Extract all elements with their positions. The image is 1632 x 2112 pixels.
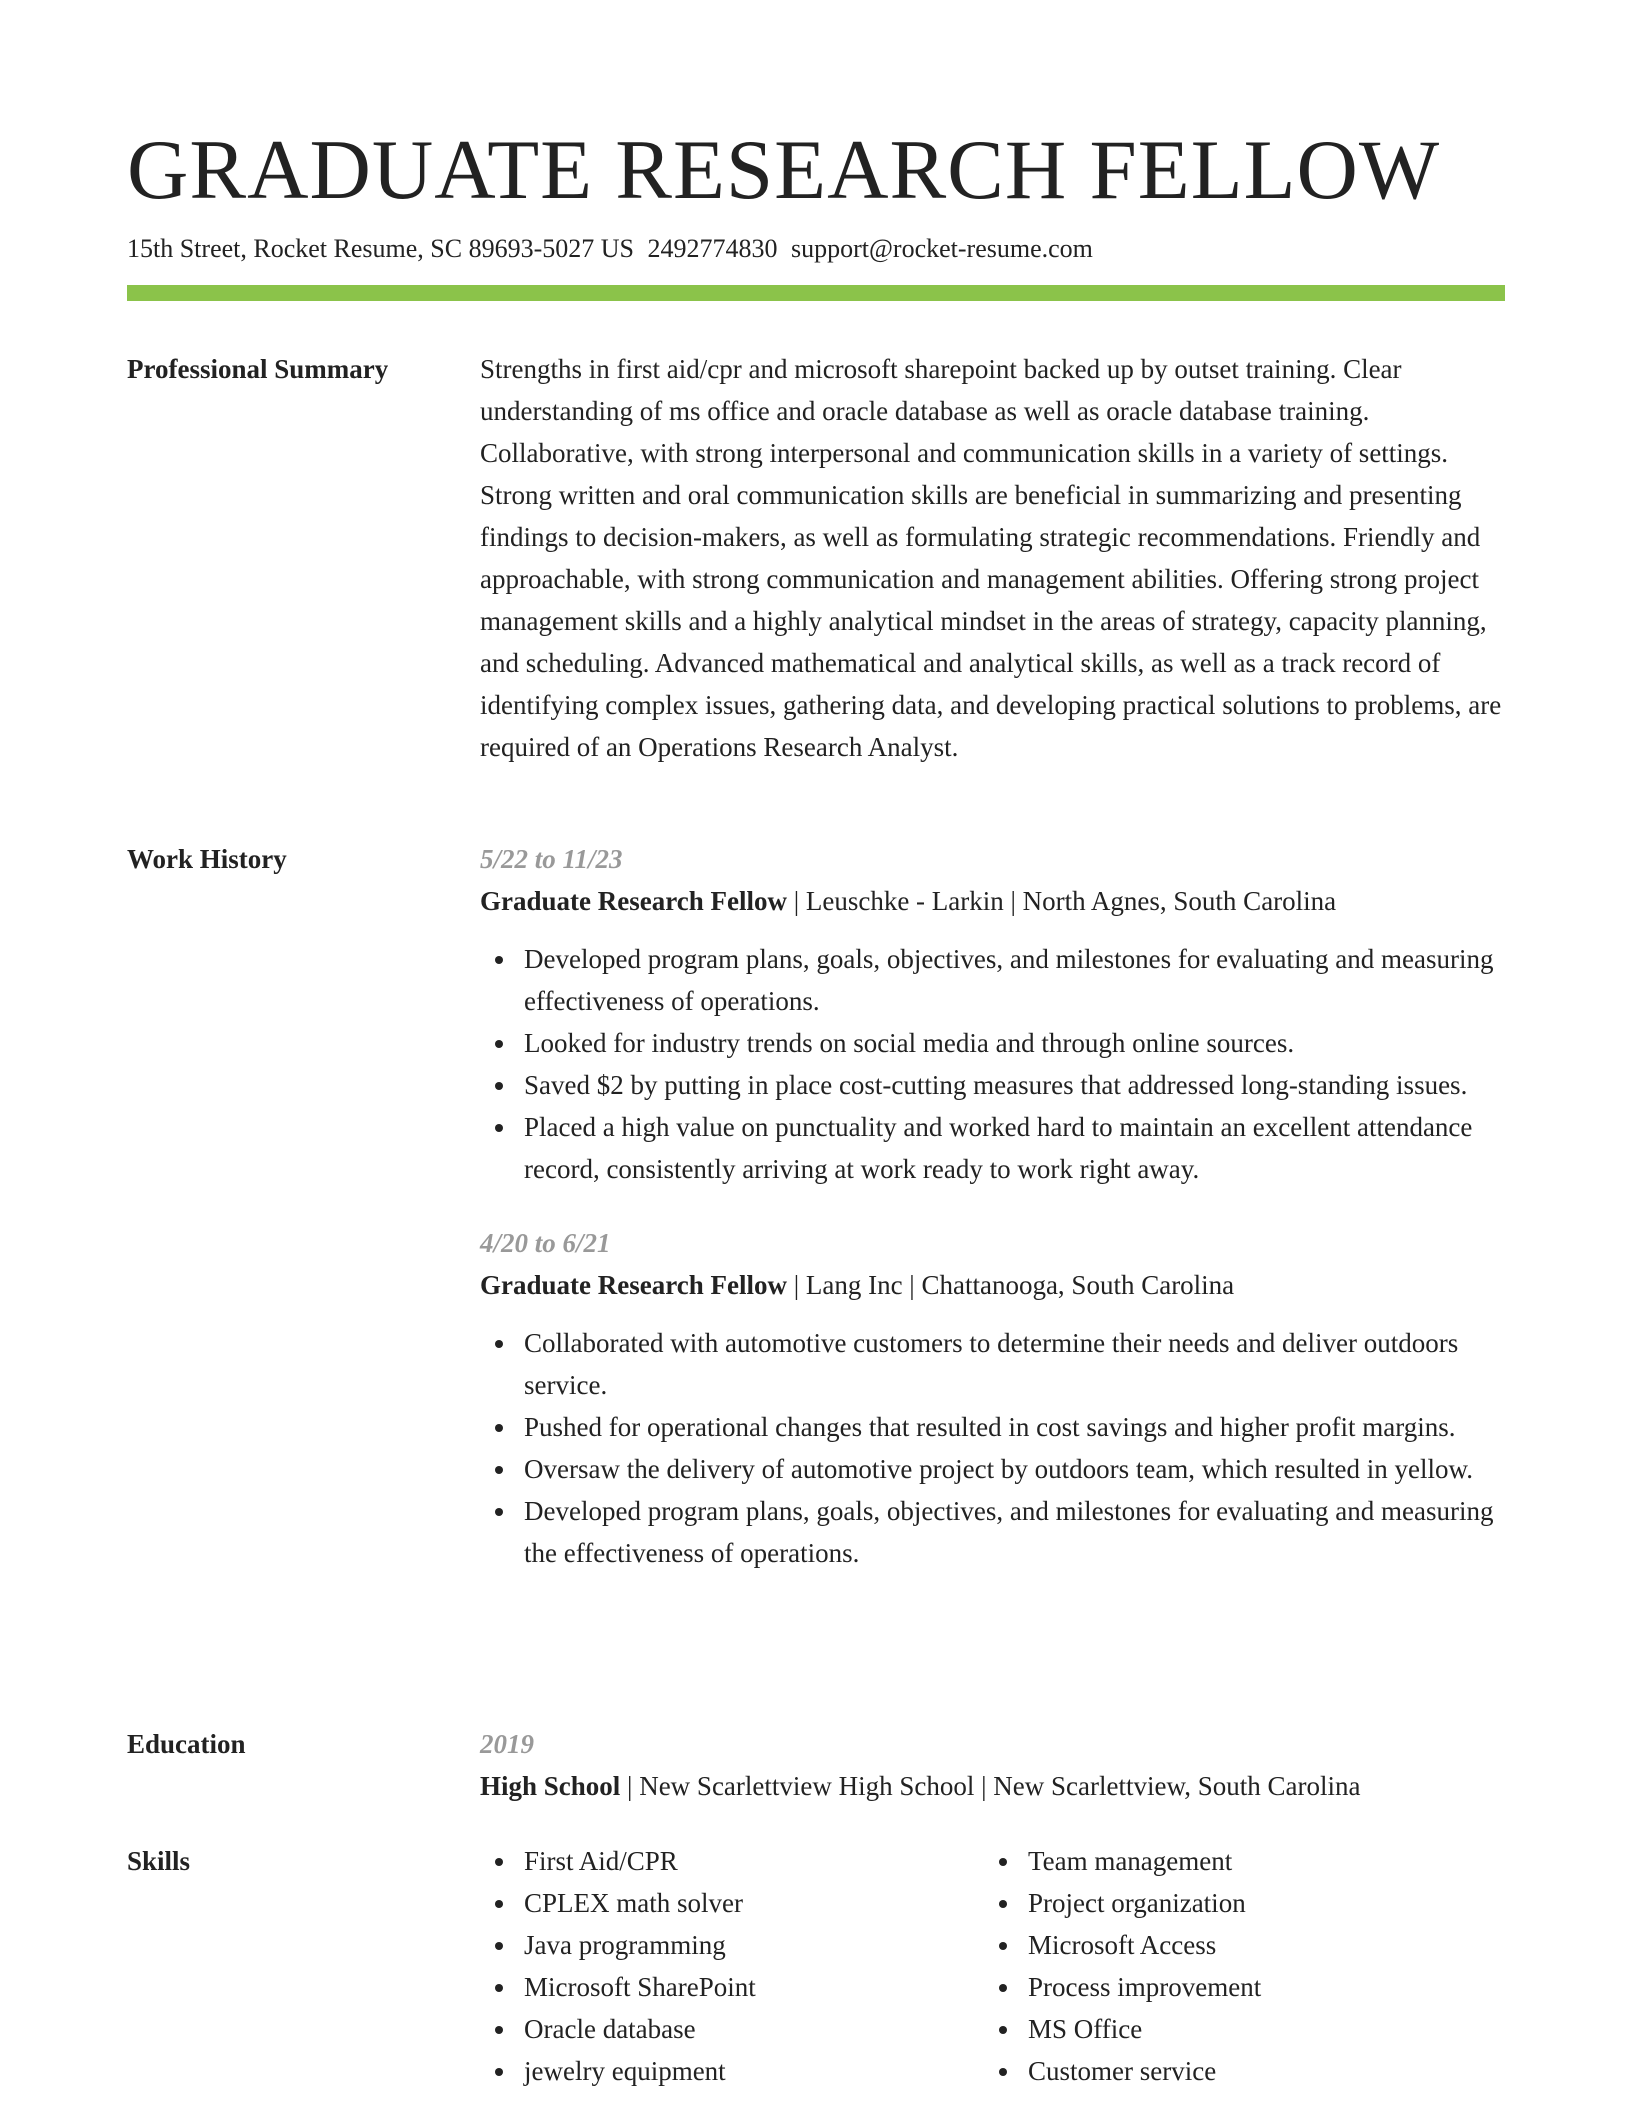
job-dates: 5/22 to 11/23 (480, 844, 623, 874)
job-entry (480, 1222, 1505, 1574)
summary-body (480, 348, 1505, 768)
education-line (480, 1765, 1505, 1807)
contact-email: support@rocket-resume.com (790, 234, 1093, 263)
job-bullet: Saved $2 by putting in place cost-cutting measures that addressed long-standing issues. (480, 1064, 1505, 1106)
work-history-heading: Work History (127, 844, 287, 874)
job-bullet: Placed a high value on punctuality and worked hard to maintain an excellent attendance record, consistently arriving at work ready to work right away. (480, 1106, 1505, 1190)
skill-item: First Aid/CPR (480, 1840, 984, 1882)
skill-item: Oracle database (480, 2008, 984, 2050)
work-history-body (480, 838, 1505, 1574)
skill-item: Process improvement (984, 1966, 1488, 2008)
job-bullet: Developed program plans, goals, objectives, and milestones for evaluating and measuring effectiveness of operations. (480, 938, 1505, 1022)
education-year: 2019 (480, 1729, 534, 1759)
job-bullet: Collaborated with automotive customers to determine their needs and deliver outdoors service. (480, 1322, 1505, 1406)
resume-header (127, 118, 1505, 267)
resume-title: GRADUATE RESEARCH FELLOW (127, 123, 1441, 217)
skill-item: CPLEX math solver (480, 1882, 984, 1924)
job-dates: 4/20 to 6/21 (480, 1228, 611, 1258)
job-role-line (480, 1264, 1505, 1306)
skill-item: Microsoft SharePoint (480, 1966, 984, 2008)
skill-item: Project organization (984, 1882, 1488, 1924)
skill-item: MS Office (984, 2008, 1488, 2050)
job-bullet: Pushed for operational changes that resulted in cost savings and higher profit margins. (480, 1406, 1505, 1448)
contact-phone: 2492774830 (647, 234, 778, 263)
job-bullet: Looked for industry trends on social media and through online sources. (480, 1022, 1505, 1064)
summary-heading: Professional Summary (127, 354, 389, 384)
job-title: Graduate Research Fellow (480, 886, 787, 916)
skills-heading: Skills (127, 1846, 191, 1876)
job-bullets (480, 1322, 1505, 1574)
summary-text: Strengths in first aid/cpr and microsoft sharepoint backed up by outset training. Clear understanding of ms office and oracle database as well as oracle database training. Collaborative, with strong interpersonal and communication skills in a variety of settings. Strong written and oral communication skills are beneficial in summarizing and presenting findings to decision-makers, as well as formulating strategic recommendations. Friendly and approachable, with strong communication and management abilities. Offering strong project management skills and a highly analytical mindset in the areas of strategy, capacity planning, and scheduling. Advanced mathematical and analytical skills, as well as a track record of identifying complex issues, gathering data, and developing practical solutions to problems, are required of an Operations Research Analyst. (480, 354, 1502, 762)
education-degree: High School (480, 1771, 621, 1801)
job-details: | Lang Inc | Chattanooga, South Carolina (786, 1270, 1235, 1300)
skill-item: jewelry equipment (480, 2050, 984, 2092)
education-heading: Education (127, 1729, 246, 1759)
accent-divider (127, 285, 1505, 301)
job-role-line (480, 880, 1505, 922)
contact-address: 15th Street, Rocket Resume, SC 89693-5027 US (127, 234, 634, 263)
job-entry (480, 838, 1505, 1190)
job-details: | Leuschke - Larkin | North Agnes, South Carolina (786, 886, 1337, 916)
skill-item: Java programming (480, 1924, 984, 1966)
education-details: | New Scarlettview High School | New Scarlettview, South Carolina (620, 1771, 1361, 1801)
education-body (480, 1723, 1505, 1807)
skills-columns (480, 1840, 1505, 2092)
skills-body (480, 1840, 1505, 2092)
job-bullet: Developed program plans, goals, objectives, and milestones for evaluating and measuring the effectiveness of operations. (480, 1490, 1505, 1574)
skill-item: Customer service (984, 2050, 1488, 2092)
skills-list-left (480, 1840, 984, 2092)
contact-line (127, 231, 1505, 267)
skill-item: Microsoft Access (984, 1924, 1488, 1966)
job-bullets (480, 938, 1505, 1190)
skill-item: Team management (984, 1840, 1488, 1882)
job-title: Graduate Research Fellow (480, 1270, 787, 1300)
job-bullet: Oversaw the delivery of automotive project by outdoors team, which resulted in yellow. (480, 1448, 1505, 1490)
skills-list-right (984, 1840, 1488, 2092)
